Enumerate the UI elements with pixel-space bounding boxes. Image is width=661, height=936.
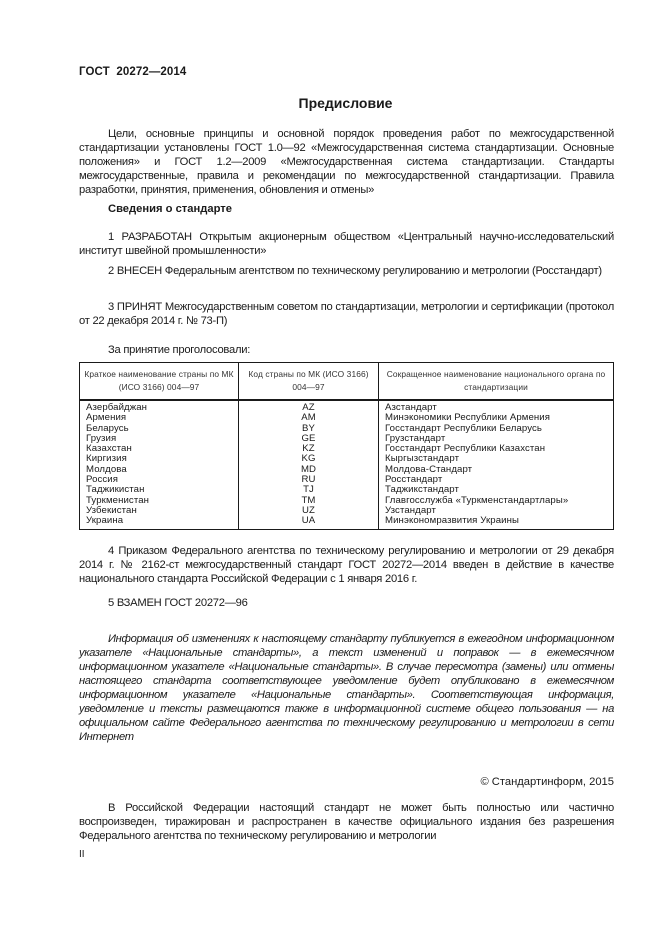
standards-body-cell: Госстандарт Республики Казахстан (379, 444, 614, 454)
page-title: Предисловие (298, 95, 393, 111)
country-cell: Россия (86, 474, 119, 486)
standard-info-item-2: 2 ВНЕСЕН Федеральным агентством по техническому регулированию и метрологии (Росстандарт) (108, 265, 602, 277)
copyright-notice: © Стандартинформ, 2015 (480, 776, 614, 788)
standards-body-cell: Азстандарт (379, 400, 614, 413)
country-cell: Молдова (86, 463, 127, 475)
table-row (80, 400, 614, 413)
vote-table (79, 362, 614, 530)
country-cell: Узбекистан (86, 504, 137, 516)
standards-body-cell: Таджикстандарт (379, 485, 614, 495)
code-cell: BY (239, 424, 379, 434)
country-cell: Грузия (86, 432, 117, 444)
code-cell: KG (239, 454, 379, 464)
code-cell: TM (239, 496, 379, 506)
country-cell: Таджикистан (86, 484, 145, 496)
code-cell: RU (239, 475, 379, 485)
country-cell: Украина (86, 515, 124, 527)
document-code-header: ГОСТ 20272—2014 (79, 66, 187, 78)
standards-body-cell: Главгосслужба «Туркменстандартлары» (379, 496, 614, 506)
table-row (80, 465, 614, 475)
standards-body-cell: Молдова-Стандарт (379, 465, 614, 475)
standards-body-cell: Кыргызстандарт (379, 454, 614, 464)
standard-info-item-3: 3 ПРИНЯТ Межгосударственным советом по стандартизации, метрологии и сертификации (протокол от 22 декабря 2014 г. № 73-П) (79, 301, 614, 327)
table-row (80, 454, 614, 464)
code-cell: UZ (239, 506, 379, 516)
country-cell: Армения (86, 412, 127, 424)
country-cell: Киргизия (86, 453, 127, 465)
standard-info-heading: Сведения о стандарте (108, 203, 232, 215)
standards-body-cell: Грузстандарт (379, 434, 614, 444)
column-header-standards-body: Сокращенное наименование национального органа по стандартизации (379, 363, 614, 401)
table-row (80, 516, 614, 529)
country-cell: Казахстан (86, 443, 132, 455)
country-cell: Беларусь (86, 422, 129, 434)
table-row (80, 475, 614, 485)
reproduction-notice: В Российской Федерации настоящий стандарт не может быть полностью или частично воспроизведен, тиражирован и распространен в качестве официального издания без разрешения Федерального агентства по техническому регулированию и метрологии (79, 802, 614, 842)
code-cell: GE (239, 434, 379, 444)
code-cell: AZ (239, 400, 379, 413)
standard-info-item-5: 5 ВЗАМЕН ГОСТ 20272—96 (108, 597, 248, 609)
code-cell: KZ (239, 444, 379, 454)
code-cell: AM (239, 413, 379, 423)
standards-body-cell: Минэкономики Республики Армения (379, 413, 614, 423)
table-row (80, 496, 614, 506)
standard-info-item-1: 1 РАЗРАБОТАН Открытым акционерным обществом «Центральный научно-исследовательский институт швейной промышленности» (79, 231, 614, 257)
standards-body-cell: Узстандарт (379, 506, 614, 516)
column-header-country: Краткое наименование страны по МК (ИСО 3166) 004—97 (80, 363, 239, 401)
code-cell: UA (239, 516, 379, 529)
standards-body-cell: Минэкономразвития Украины (379, 516, 614, 529)
standards-body-cell: Росстандарт (379, 475, 614, 485)
code-cell: MD (239, 465, 379, 475)
country-cell: Азербайджан (86, 402, 148, 413)
page-number: II (79, 849, 85, 860)
column-header-code: Код страны по МК (ИСО 3166) 004—97 (239, 363, 379, 401)
country-cell: Туркменистан (86, 494, 150, 506)
standards-body-cell: Госстандарт Республики Беларусь (379, 424, 614, 434)
vote-table-header-row (80, 363, 614, 401)
table-row (80, 424, 614, 434)
table-row (80, 444, 614, 454)
changes-info-notice: Информация об изменениях к настоящему стандарту публикуется в ежегодном информационном указателе «Национальные стандарты», а текст изменений и поправок — в ежемесячном информационном указателе «Национальные стандарты». В случае пересмотра (замены) или отмены настоящего стандарта соответствующее уведомление будет опубликовано в ежемесячном информационном указателе «Национальные стандарты». Соответствующая информация, уведомление и тексты размещаются также в информационной системе общего пользования — на официальном сайте Федерального агентства по техническому регулированию и метрологии в сети Интернет (79, 633, 614, 743)
code-cell: TJ (239, 485, 379, 495)
standard-info-item-4: 4 Приказом Федерального агентства по техническому регулированию и метрологии от 29 декабря 2014 г. № 2162-ст межгосударственный стандарт ГОСТ 20272—2014 введен в действие в качестве национального стандарта Российской Федерации с 1 января 2016 г. (79, 545, 614, 585)
intro-paragraph: Цели, основные принципы и основной порядок проведения работ по межгосударственной стандартизации установлены ГОСТ 1.0—92 «Межгосударственная система стандартизации. Основные положения» и ГОСТ 1.2—2009 «Межгосударственная система стандартизации. Стандарты межгосударственные, правила и рекомендации по межгосударственной стандартизации. Правила разработки, принятия, применения, обновления и отмены» (79, 128, 614, 196)
voted-label: За принятие проголосовали: (108, 344, 251, 356)
table-row (80, 506, 614, 516)
